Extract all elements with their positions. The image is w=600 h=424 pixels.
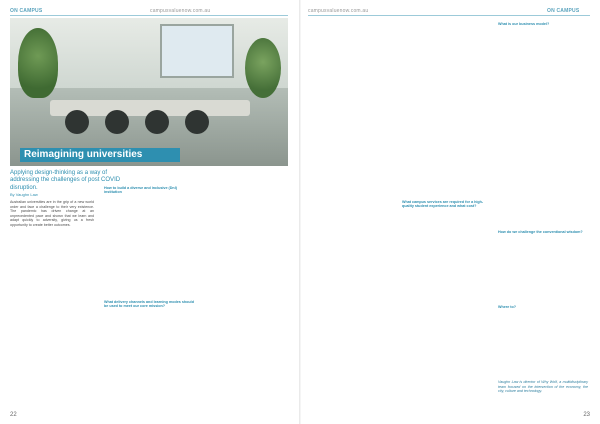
intro-text: Australian universities are in the grip of a new world order and face a challenge to their very existence. The pandemic has driven change at an unprecedented pace and shown that we learn and adapt quickly to adversity, giving us a fresh opportunity to create better outcomes. — [10, 200, 94, 227]
page-url: campusvaluenow.com.au — [308, 8, 369, 14]
subheading: What delivery channels and learning modes should be used to meet our core mission? — [104, 300, 194, 308]
subheading: How do we challenge the conventional wisdom? — [498, 230, 583, 234]
author-bio: Vaughn Law is director of Why Wolf, a multidisciplinary team focused on the intersection of the economy, the city, culture and technology. — [498, 380, 588, 393]
right-page — [302, 0, 600, 424]
gutter — [299, 0, 301, 424]
subheading: What is our business model? — [498, 22, 550, 26]
byline: By Vaughn Law — [10, 192, 38, 197]
subheading: What campus services are required for a high-quality student experience and what cost? — [402, 200, 484, 208]
column-1 — [10, 200, 94, 229]
left-page — [0, 0, 298, 424]
section-label: ON CAMPUS — [547, 8, 580, 14]
hero-image — [10, 18, 288, 166]
page-number: 22 — [10, 412, 17, 418]
page-url: campusvaluenow.com.au — [150, 8, 211, 14]
subheading: Where to? — [498, 305, 517, 309]
hero-title: Reimagining universities — [24, 149, 143, 160]
subheading: How to build a diverse and inclusive (DnI) institution — [104, 186, 177, 194]
section-label: ON CAMPUS — [10, 8, 43, 14]
standfirst: Applying design-thinking as a way of addressing the challenges of post COVID disruption. — [10, 170, 121, 191]
page-number: 23 — [583, 412, 590, 418]
